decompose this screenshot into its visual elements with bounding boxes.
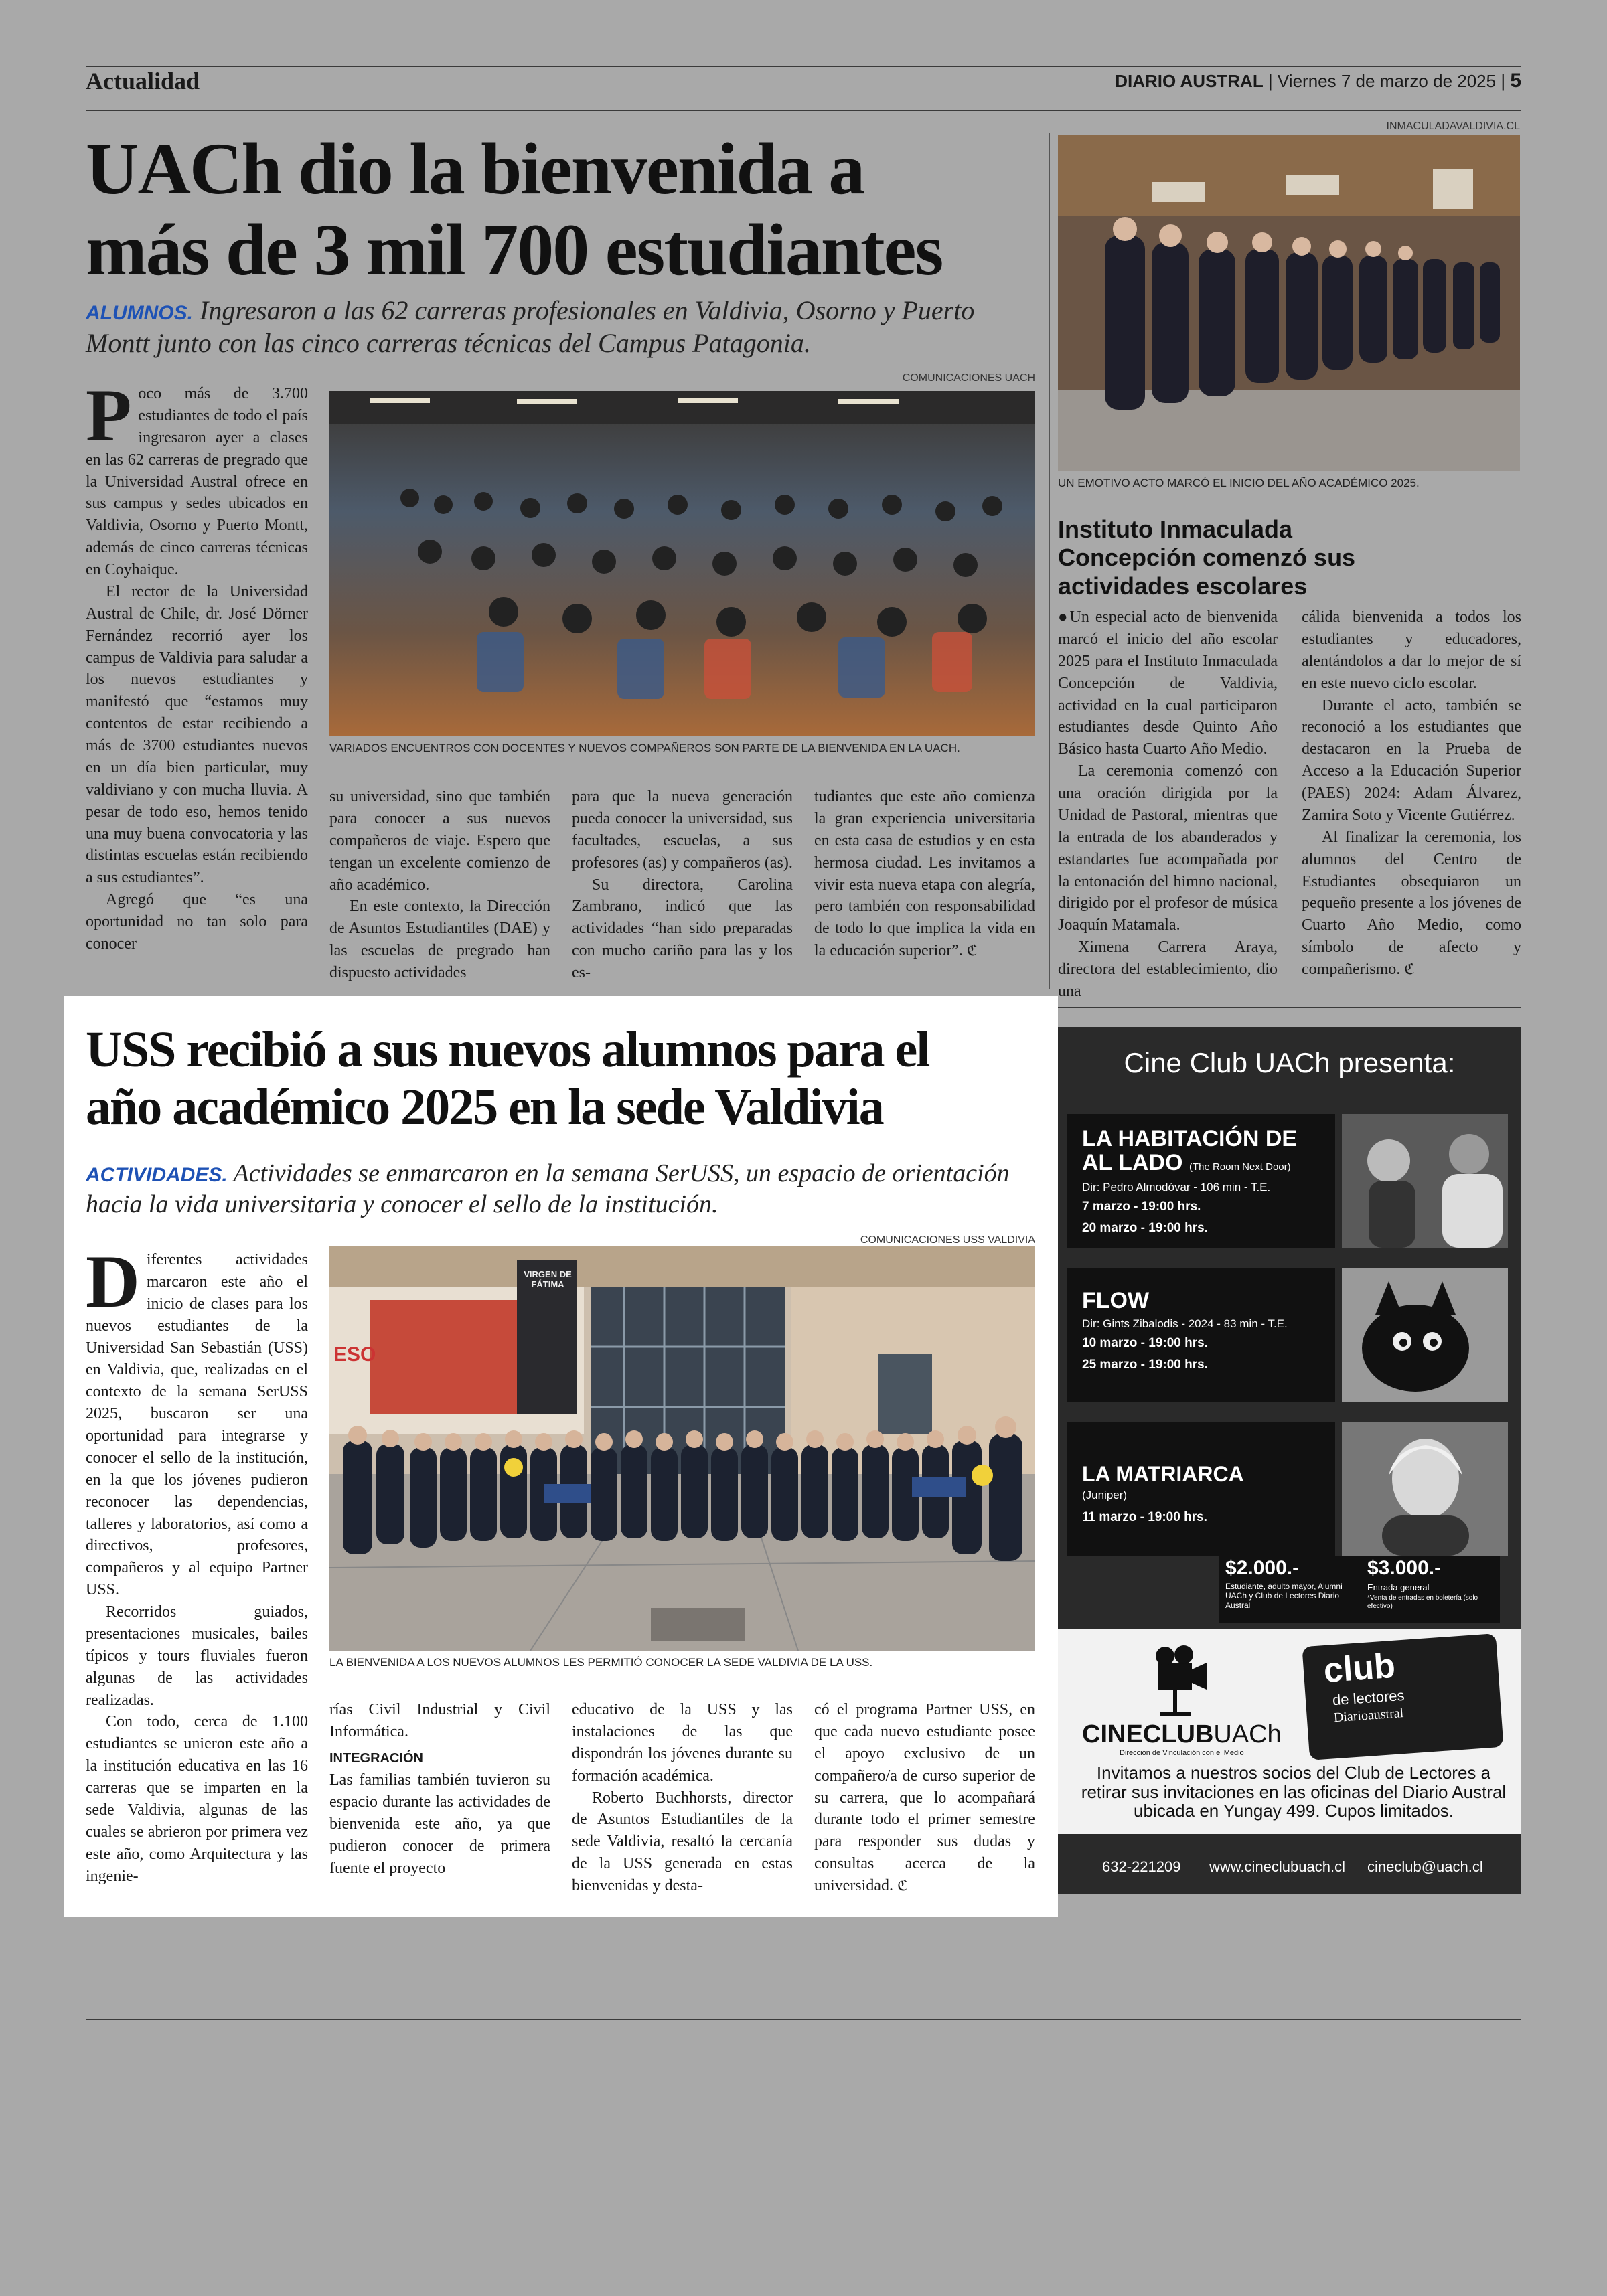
story1-col2-p1: su universidad, sino que también para conocer a sus nuevos compañeros de viaje. Espero que tengan un excelente comienzo de año académico. — [329, 788, 550, 894]
story3-col1-p1: iferentes actividades marcaron este año el inicio de clases para los nuevos estudiantes de la Universidad San Sebastián (USS) en Valdivia, que, realizadas en el contexto de la semana SerUSS 2025, buscaron ser una oportunidad para integrarse y conocer el sello de la institución, en la que los jóvenes pudieron reconocer las dependencias, talleres y laboratorios, así como a directivos, profesores, compañeros y al equipo Partner USS. — [86, 1251, 308, 1599]
ad-film-1-name-l2: AL LADO — [1082, 1149, 1183, 1175]
ad-film-2-poster — [1342, 1268, 1508, 1402]
story1-end-mark: ℭ — [966, 942, 978, 960]
ad-film-3-date1: 11 marzo - 19:00 hrs. — [1082, 1510, 1207, 1524]
story3-photo — [329, 1246, 1035, 1651]
ad-film-3-poster — [1342, 1422, 1508, 1556]
story1-col2 — [329, 786, 550, 984]
story1-col1 — [86, 374, 308, 955]
story1-caption: VARIADOS ENCUENTROS CON DOCENTES Y NUEVOS COMPAÑEROS SON PARTE DE LA BIENVENIDA EN LA UACH. — [329, 742, 960, 754]
story1-headline-line2: más de 3 mil 700 estudiantes — [86, 209, 943, 291]
story3-col3-p1: educativo de la USS y las instalaciones de las que dispondrán los jóvenes durante su formación académica. — [572, 1701, 793, 1785]
ad-logo-sub: Dirección de Vinculación con el Medio — [1120, 1749, 1244, 1757]
story3-photo-credit: COMUNICACIONES USS VALDIVIA — [860, 1234, 1035, 1246]
story1-col3 — [572, 786, 793, 984]
ad-film-3-name: LA MATRIARCA — [1082, 1462, 1244, 1486]
ad-price-1: $2.000.- — [1225, 1557, 1300, 1579]
story3-deck-text: Actividades se enmarcaron en la semana SerUSS, un espacio de orientación hacia la vida universitaria y conocer el sello de la institución. — [86, 1159, 1010, 1219]
ad-film-1 — [1067, 1114, 1503, 1248]
story2-col2 — [1302, 606, 1521, 981]
story1-col1-p3: Agregó que “es una oportunidad no tan solo para conocer — [86, 891, 308, 953]
story2-col2-p2: Durante el acto, también se reconoció a los estudiantes que destacaron en la Prueba de Acceso a la Educación Superior (PAES) 2024: Adam Álvarez, Zamira Soto y Vicente Gutiérrez. — [1302, 696, 1521, 824]
story3-drop-cap: D — [86, 1240, 140, 1323]
story3-col1 — [86, 1240, 308, 1887]
story3-headline-line2: año académico 2025 en la sede Valdivia — [86, 1078, 883, 1135]
story1-photo — [329, 391, 1035, 736]
ad-logo-suffix: UACh — [1213, 1720, 1282, 1748]
story2-col1-p2: La ceremonia comenzó con una oración dirigida por la Unidad de Pastoral, mientras que la entrada de los abanderados y estandartes fue acompañada por la entonación del himno nacional, dirigido por el profesor de música Joaquín Matamala. — [1058, 762, 1278, 934]
story1-deck — [86, 295, 1037, 360]
ad-price-2-note: Entrada general — [1367, 1582, 1430, 1592]
story1-drop-cap: P — [86, 374, 132, 457]
story1-deck-text: Ingresaron a las 62 carreras profesionales en Valdivia, Osorno y Puerto Montt junto con las cinco carreras técnicas del Campus Patagonia. — [86, 295, 975, 358]
story1-col2-p2: En este contexto, la Dirección de Asuntos Estudiantiles (DAE) y las escuelas de pregrado han dispuesto actividades — [329, 898, 550, 981]
ad-price-2: $3.000.- — [1367, 1557, 1442, 1579]
story3-col4 — [814, 1699, 1035, 1897]
camera-icon — [1145, 1643, 1212, 1716]
ad-price-1-note: Estudiante, adulto mayor, Alumni UACh y Club de Lectores Diario Austral — [1225, 1582, 1343, 1610]
story3-photo-sign-left: ESO — [333, 1343, 376, 1366]
issue-date: Viernes 7 de marzo de 2025 — [1277, 71, 1497, 91]
ad-phone: 632-221209 — [1102, 1858, 1181, 1875]
story3-col2 — [329, 1699, 550, 1880]
ad-film-1-name-l1: LA HABITACIÓN DE — [1082, 1126, 1298, 1151]
masthead: DIARIO AUSTRAL | Viernes 7 de marzo de 2025 | 5 — [1115, 70, 1521, 92]
story3-end-mark: ℭ — [897, 1878, 908, 1894]
ad-film-1-meta: Dir: Pedro Almodóvar - 106 min - T.E. — [1082, 1181, 1271, 1194]
story1-headline — [86, 129, 1050, 291]
story1-photo-credit: COMUNICACIONES UACH — [902, 372, 1035, 384]
ad-film-2-name: FLOW — [1082, 1288, 1150, 1313]
story2-end-mark: ℭ — [1404, 961, 1415, 978]
story2-col1-p1: ●Un especial acto de bienvenida marcó el inicio del año escolar 2025 para el Instituto Inmaculada Concepción de Valdivia, actividad en la cual participaron estudiantes desde Quinto Año Básico hasta Cuarto Año Medio. — [1058, 608, 1278, 758]
club-card — [1302, 1633, 1503, 1760]
ad-film-1-date2: 20 marzo - 19:00 hrs. — [1082, 1221, 1208, 1235]
ad-film-3 — [1067, 1422, 1503, 1556]
ad-film-2 — [1067, 1268, 1503, 1402]
ad-film-1-poster — [1342, 1114, 1508, 1248]
ad-prices — [1219, 1556, 1500, 1623]
club-card-subtitle: de lectores — [1332, 1686, 1405, 1709]
story3-col3-p2: Roberto Buchhorsts, director de Asuntos Estudiantiles de la sede Valdivia, resaltó la cercanía de la USS generada en estas bienvenidas y desta- — [572, 1789, 793, 1894]
story2-col2-p3: Al finalizar la ceremonia, los alumnos del Centro de Estudiantes obsequiaron un pequeño presente a los jóvenes de Cuarto Año Medio, como símbolo de afecto y compañerismo. — [1302, 828, 1521, 978]
story2-col1-p3: Ximena Carrera Araya, directora del establecimiento, dio una — [1058, 938, 1278, 1000]
story2-photo-credit: INMACULADAVALDIVIA.CL — [1386, 120, 1520, 132]
story3-caption: LA BIENVENIDA A LOS NUEVOS ALUMNOS LES PERMITIÓ CONOCER LA SEDE VALDIVIA DE LA USS. — [329, 1656, 873, 1669]
story3-col1-p3: Con todo, cerca de 1.100 estudiantes se unieron este año a la institución educativa en las 16 carreras que se imparten en la sede Valdivia, algunas de las cuales se abrieron por primera vez este año, como Arquitectura y las ingenie- — [86, 1713, 308, 1885]
story1-col1-p2: El rector de la Universidad Austral de Chile, dr. José Dörner Fernández recorrió ayer los campus de Valdivia para saludar a los nuevos estudiantes y manifestó que “estamos muy contentos de estar recibiendo a más de 3700 estudiantes nuevos en un día bien particular, muy valdiviano y con mucha lluvia. A pesar de todo eso, hemos tenido una muy buena convocatoria y las distintas escuelas están recibiendo a sus estudiantes”. — [86, 582, 308, 887]
ad-film-3-orig: (Juniper) — [1082, 1489, 1128, 1501]
ad-film-1-date1: 7 marzo - 19:00 hrs. — [1082, 1200, 1201, 1214]
story3-deck — [86, 1158, 1037, 1220]
story3-photo-sign-right: VIRGEN DE FÁTIMA — [524, 1269, 572, 1289]
story1-col3-p1: para que la nueva generación pueda conocer la universidad, sus facultades, escuelas, a sus profesores (as) y compañeros (as). — [572, 788, 793, 872]
ad-bottom — [1058, 1629, 1521, 1834]
story3-kicker: ACTIVIDADES. — [86, 1164, 228, 1186]
paper-name: DIARIO AUSTRAL — [1115, 71, 1264, 91]
story1-col3-p2: Su directora, Carolina Zambrano, indicó que las actividades “han sido preparadas con mucho cariño para las y los es- — [572, 876, 793, 981]
story2-col2-p1: cálida bienvenida a todos los estudiantes y educadores, alentándolos a dar lo mejor de sí en este nuevo ciclo escolar. — [1302, 608, 1521, 692]
cineclub-ad — [1058, 1027, 1521, 1894]
story3-col2-p2: Las familias también tuvieron su espacio durante las actividades de bienvenida este año, ya que pudieron conocer de primera fuente el proyecto — [329, 1771, 550, 1877]
story3-headline-line1: USS recibió a sus nuevos alumnos para el — [86, 1021, 929, 1078]
section-label: Actualidad — [86, 68, 200, 94]
story1-kicker: ALUMNOS. — [86, 302, 193, 324]
story2-photo — [1058, 135, 1520, 471]
page-number: 5 — [1510, 70, 1521, 92]
ad-price-2-note2: *Venta de entradas en boletería (solo efectivo) — [1367, 1594, 1478, 1610]
story3-col4-p1: có el programa Partner USS, en que cada nuevo estudiante posee el apoyo exclusivo de un compañero/a de curso superior de su carrera, que lo acompañará durante todo el primer semestre para responder sus dudas y consultas acerca de la universidad. — [814, 1701, 1035, 1894]
ad-email: cineclub@uach.cl — [1367, 1858, 1483, 1875]
ad-logo — [1082, 1720, 1282, 1757]
story2-headline: Instituto Inmaculada Concepción comenzó sus actividades escolares — [1058, 515, 1356, 600]
story3-col3 — [572, 1699, 793, 1897]
ad-film-2-meta: Dir: Gints Zibalodis - 2024 - 83 min - T.E. — [1082, 1317, 1288, 1330]
ad-logo-main: CINECLUB — [1082, 1720, 1214, 1748]
ad-title: Cine Club UACh presenta: — [1124, 1047, 1456, 1078]
ad-film-2-date1: 10 marzo - 19:00 hrs. — [1082, 1336, 1208, 1350]
story1-col1-p1: oco más de 3.700 estudiantes de todo el país ingresaron ayer a clases en las 62 carreras de pregrado que la Universidad Austral ofrece en sus campus y sedes ubicados en Valdivia, Osorno y Puerto Montt, además de cinco carreras técnicas en Coyhaique. — [86, 385, 308, 578]
ad-film-1-orig: (The Room Next Door) — [1189, 1161, 1291, 1173]
club-card-title: club — [1322, 1646, 1397, 1691]
ad-film-2-date2: 25 marzo - 19:00 hrs. — [1082, 1358, 1208, 1372]
story3-subhead: INTEGRACIÓN — [329, 1750, 423, 1766]
story2-caption: UN EMOTIVO ACTO MARCÓ EL INICIO DEL AÑO ACADÉMICO 2025. — [1058, 477, 1420, 489]
ad-web: www.cineclubuach.cl — [1209, 1858, 1345, 1875]
story1-headline-line1: UACh dio la bienvenida a — [86, 128, 864, 210]
story3-col1-p2: Recorridos guiados, presentaciones musicales, bailes típicos y tours fluviales fueron algunas de las actividades realizadas. — [86, 1603, 308, 1709]
story2-col1 — [1058, 606, 1278, 1003]
story1-col4-p1: tudiantes que este año comienza la gran experiencia universitaria en esta casa de estudios y en esta hermosa ciudad. Les invitamos a vivir esta nueva etapa con alegría, pero también con responsabilidad de todo lo que implica la vida en la educación superior”. — [814, 788, 1035, 960]
ad-invite: Invitamos a nuestros socios del Club de Lectores a retirar sus invitaciones en las oficinas del Diario Austral ubicada en Yungay 499. Cupos limitados. — [1081, 1762, 1507, 1821]
story1-col4 — [814, 786, 1035, 962]
story3-col2-p1: rías Civil Industrial y Civil Informática. — [329, 1701, 550, 1740]
story3-headline — [86, 1021, 1050, 1137]
club-card-brand: Diarioaustral — [1333, 1706, 1404, 1726]
